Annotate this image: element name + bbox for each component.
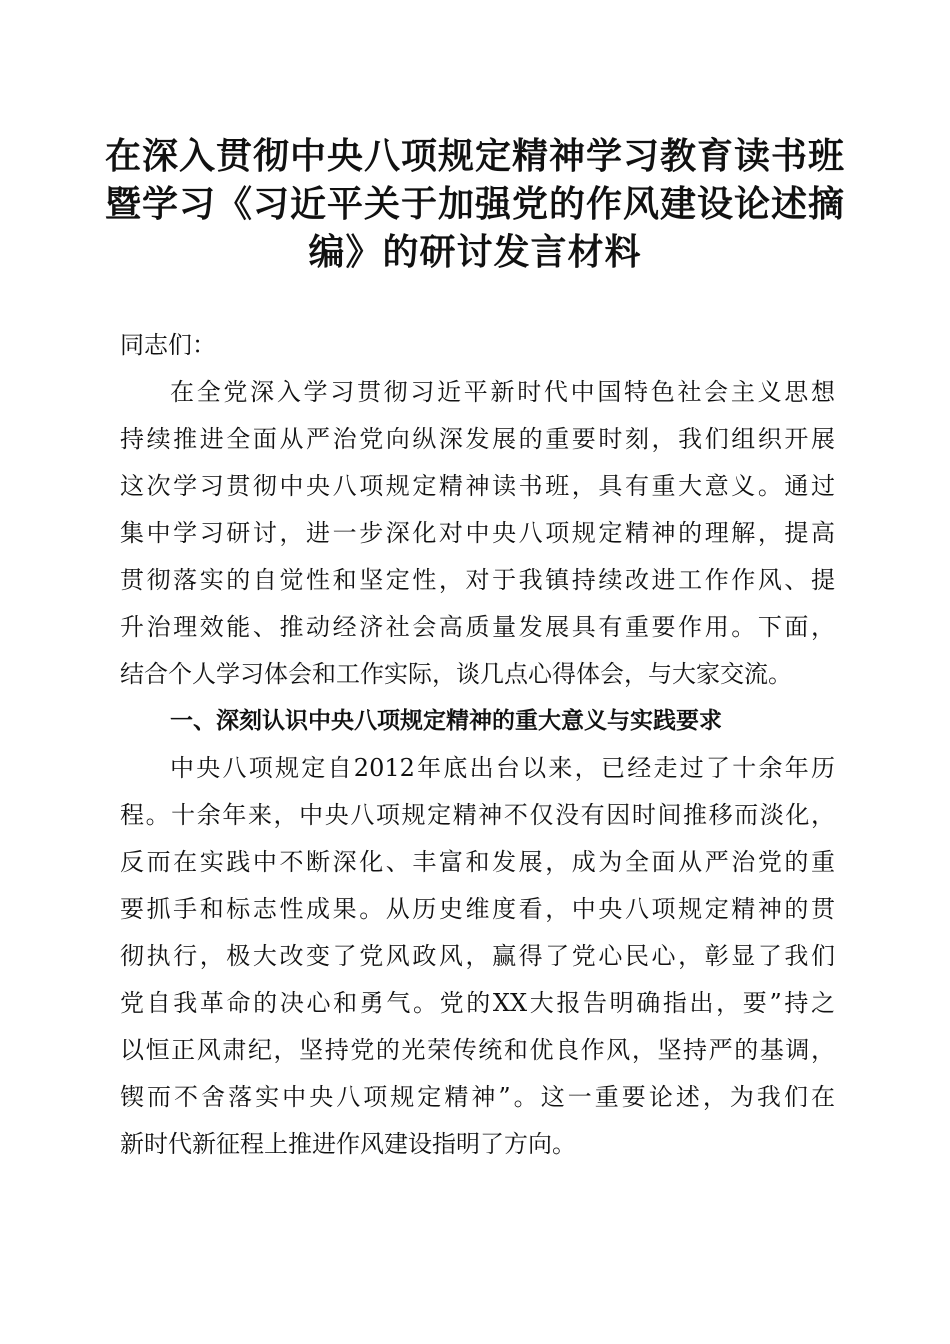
paragraph-line: 在全党深入学习贯彻习近平新时代中国特色社会主义思想 bbox=[170, 378, 835, 406]
paragraph-line: 程。十余年来，中央八项规定精神不仅没有因时间推移而淡化， bbox=[120, 801, 835, 829]
paragraph-line: 以恒正风肃纪，坚持党的光荣传统和优良作风，坚持严的基调， bbox=[120, 1036, 835, 1064]
title-line: 在深入贯彻中央八项规定精神学习教育读书班 bbox=[104, 135, 845, 177]
greeting: 同志们： bbox=[120, 331, 216, 359]
paragraph-line: 新时代新征程上推进作风建设指明了方向。 bbox=[120, 1130, 576, 1158]
paragraph-line: 这次学习贯彻中央八项规定精神读书班，具有重大意义。通过 bbox=[120, 472, 835, 500]
document-title bbox=[100, 132, 850, 276]
paragraph-line: 彻执行，极大改变了党风政风，赢得了党心民心，彰显了我们 bbox=[120, 942, 835, 970]
paragraph-line: 升治理效能、推动经济社会高质量发展具有重要作用。下面， bbox=[120, 613, 835, 641]
title-line: 暨学习《习近平关于加强党的作风建设论述摘 bbox=[104, 183, 845, 225]
document-body bbox=[120, 322, 835, 1168]
paragraph-line: 结合个人学习体会和工作实际，谈几点心得体会，与大家交流。 bbox=[120, 660, 792, 688]
paragraph-line: 持续推进全面从严治党向纵深发展的重要时刻，我们组织开展 bbox=[120, 425, 835, 453]
title-line: 编》的研讨发言材料 bbox=[308, 231, 642, 273]
paragraph-line: 要抓手和标志性成果。从历史维度看，中央八项规定精神的贯 bbox=[120, 895, 835, 923]
paragraph-line: 贯彻落实的自觉性和坚定性，对于我镇持续改进工作作风、提 bbox=[120, 566, 835, 594]
paragraph-line: 锲而不舍落实中央八项规定精神”。这一重要论述，为我们在 bbox=[120, 1083, 835, 1111]
paragraph-line: 党自我革命的决心和勇气。党的XX大报告明确指出，要”持之 bbox=[120, 989, 835, 1017]
section-heading: 一、深刻认识中央八项规定精神的重大意义与实践要求 bbox=[170, 708, 722, 734]
paragraph-line: 中央八项规定自2012年底出台以来，已经走过了十余年历 bbox=[170, 754, 835, 782]
paragraph-line: 反而在实践中不断深化、丰富和发展，成为全面从严治党的重 bbox=[120, 848, 835, 876]
paragraph-line: 集中学习研讨，进一步深化对中央八项规定精神的理解，提高 bbox=[120, 519, 835, 547]
